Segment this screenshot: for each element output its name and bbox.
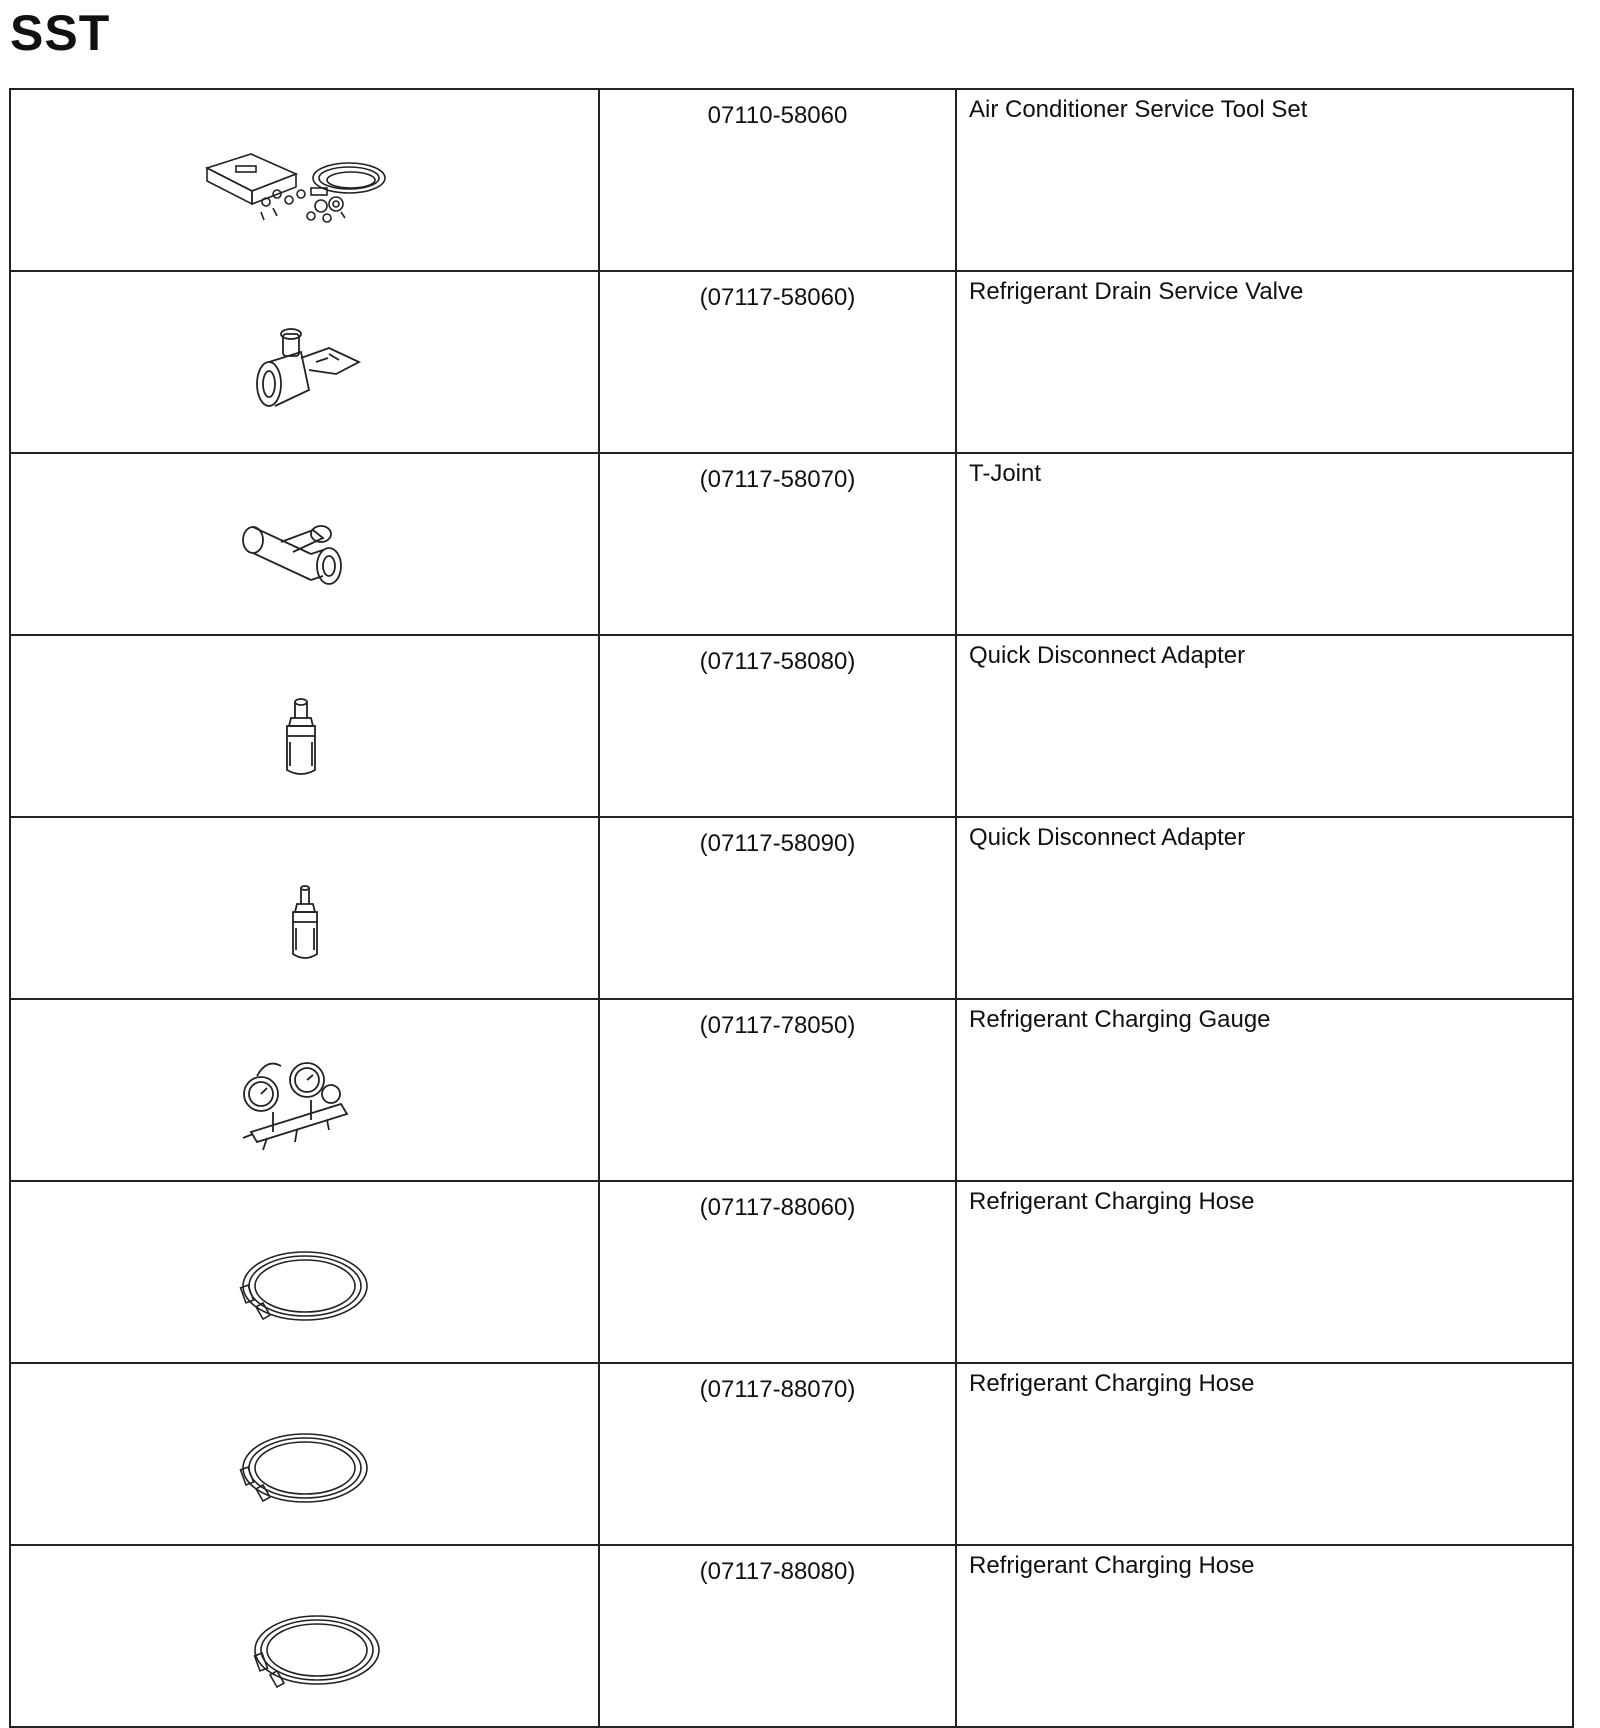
tool-name: Refrigerant Charging Hose xyxy=(956,1181,1573,1363)
table-row xyxy=(10,635,1573,817)
part-number: (07117-88070) xyxy=(599,1363,956,1545)
tool-image-cell xyxy=(10,1545,599,1727)
tool-name: Refrigerant Charging Gauge xyxy=(956,999,1573,1181)
tool-name: Quick Disconnect Adapter xyxy=(956,635,1573,817)
tool-set-case-icon xyxy=(11,90,600,264)
tool-name: Refrigerant Drain Service Valve xyxy=(956,271,1573,453)
tool-name: T-Joint xyxy=(956,453,1573,635)
table-row xyxy=(10,999,1573,1181)
tool-image-cell xyxy=(10,453,599,635)
sst-table xyxy=(9,88,1574,1728)
charging-hose-icon xyxy=(11,1364,600,1538)
part-number: (07117-58090) xyxy=(599,817,956,999)
tool-image-cell xyxy=(10,999,599,1181)
part-number: (07117-58060) xyxy=(599,271,956,453)
charging-hose-icon xyxy=(11,1182,600,1356)
page-title: SST xyxy=(10,5,111,61)
tool-name: Quick Disconnect Adapter xyxy=(956,817,1573,999)
quick-disconnect-adapter-icon xyxy=(11,636,600,810)
tool-name: Refrigerant Charging Hose xyxy=(956,1363,1573,1545)
tool-image-cell xyxy=(10,635,599,817)
drain-service-valve-icon xyxy=(11,272,600,446)
part-number: (07117-88080) xyxy=(599,1545,956,1727)
tool-image-cell xyxy=(10,1181,599,1363)
table-row xyxy=(10,453,1573,635)
tool-image-cell xyxy=(10,271,599,453)
table-row xyxy=(10,271,1573,453)
part-number: (07117-58070) xyxy=(599,453,956,635)
tool-name: Air Conditioner Service Tool Set xyxy=(956,89,1573,271)
table-row xyxy=(10,1545,1573,1727)
table-row xyxy=(10,1181,1573,1363)
part-number: (07117-78050) xyxy=(599,999,956,1181)
part-number: 07110-58060 xyxy=(599,89,956,271)
tool-image-cell xyxy=(10,817,599,999)
table-row xyxy=(10,1363,1573,1545)
charging-hose-icon xyxy=(11,1546,600,1720)
quick-disconnect-adapter-small-icon xyxy=(11,818,600,992)
table-row xyxy=(10,817,1573,999)
table-row xyxy=(10,89,1573,271)
tool-image-cell xyxy=(10,89,599,271)
part-number: (07117-58080) xyxy=(599,635,956,817)
part-number: (07117-88060) xyxy=(599,1181,956,1363)
tool-name: Refrigerant Charging Hose xyxy=(956,1545,1573,1727)
tool-image-cell xyxy=(10,1363,599,1545)
t-joint-icon xyxy=(11,454,600,628)
charging-gauge-manifold-icon xyxy=(11,1000,600,1174)
